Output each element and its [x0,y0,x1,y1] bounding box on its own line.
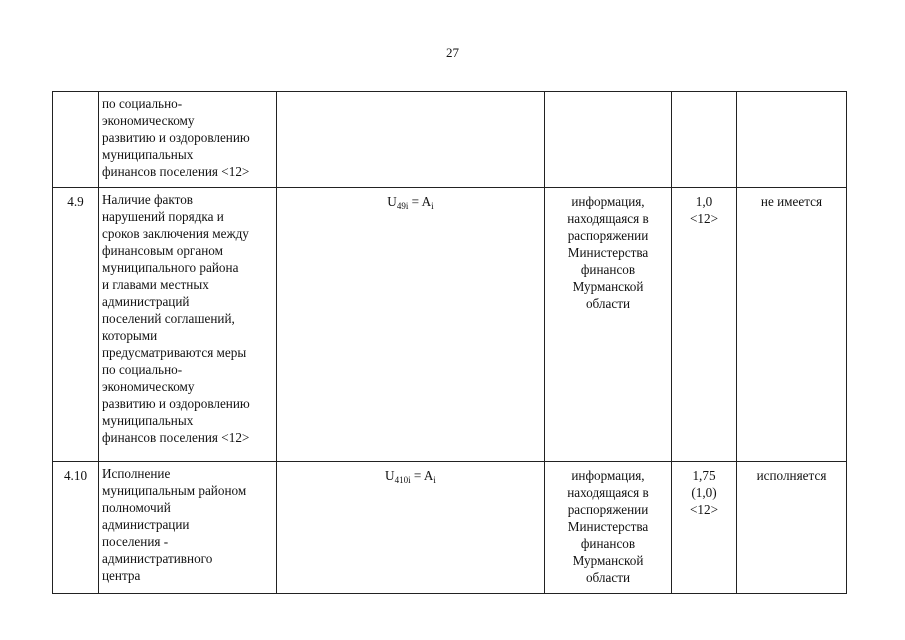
source-line: финансов [580,262,636,277]
formula-rhs-index: i [433,475,436,485]
source-line: распоряжении [567,502,649,517]
weight-line: 1,0 [695,194,713,209]
source-cell [545,92,672,188]
indicator-number: 4.9 [53,188,99,462]
indicator-table [52,91,847,594]
weight-line: (1,0) [691,485,717,500]
name-line: муниципального района [102,260,239,275]
name-line: сроков заключения между [102,226,249,241]
indicator-number: 4.10 [53,462,99,594]
name-line: центра [102,568,141,583]
name-line: финансов поселения <12> [102,164,250,179]
name-line: и главами местных [102,277,209,292]
name-line: административного [102,551,213,566]
source-cell [545,188,672,462]
name-line: предусматриваются меры [102,345,247,360]
name-line: Исполнение [102,466,171,481]
source-line: Министерства [567,519,649,534]
weight-cell [672,188,737,462]
weight-line: <12> [689,502,719,517]
weight-line: 1,75 [692,468,716,483]
formula-base: U [387,194,397,209]
source-cell [545,462,672,594]
source-line: информация, [571,194,645,209]
formula-rhs: = A [410,468,434,483]
indicator-name [99,92,277,188]
status-cell: исполняется [737,462,847,594]
name-line: администрации [102,517,190,532]
indicator-name [99,188,277,462]
name-line: нарушений порядка и [102,209,224,224]
formula-base: U [385,468,395,483]
name-line: финансов поселения <12> [102,430,250,445]
name-line: полномочий [102,500,171,515]
formula-rhs-index: i [431,201,434,211]
name-line: администраций [102,294,190,309]
source-line: находящаяся в [567,211,649,226]
name-line: экономическому [102,379,195,394]
source-line: Министерства [567,245,649,260]
name-line: по социально- [102,362,183,377]
name-line: поселения - [102,534,169,549]
weight-line: <12> [689,211,719,226]
source-line: распоряжении [567,228,649,243]
page-number: 27 [446,45,459,60]
table-row [53,462,847,594]
name-line: поселений соглашений, [102,311,235,326]
source-line: информация, [571,468,645,483]
formula-cell [277,462,545,594]
indicator-name [99,462,277,594]
name-line: развитию и оздоровлению [102,396,250,411]
source-line: области [585,570,631,585]
name-line: экономическому [102,113,195,128]
status-cell: не имеется [737,188,847,462]
table-row [53,92,847,188]
name-line: Наличие фактов [102,192,194,207]
weight-cell [672,462,737,594]
status-cell [737,92,847,188]
name-line: финансовым органом [102,243,223,258]
weight-cell [672,92,737,188]
source-line: Мурманской [572,279,644,294]
source-line: финансов [580,536,636,551]
formula-cell [277,188,545,462]
name-line: муниципальных [102,147,194,162]
name-line: муниципальных [102,413,194,428]
table-row [53,188,847,462]
name-line: по социально- [102,96,183,111]
formula-rhs: = A [408,194,432,209]
name-line: которыми [102,328,158,343]
formula-index: 49i [396,201,409,211]
name-line: развитию и оздоровлению [102,130,250,145]
source-line: Мурманской [572,553,644,568]
indicator-number [53,92,99,188]
formula-index: 410i [394,475,411,485]
name-line: муниципальным районом [102,483,247,498]
formula-cell [277,92,545,188]
source-line: находящаяся в [567,485,649,500]
source-line: области [585,296,631,311]
